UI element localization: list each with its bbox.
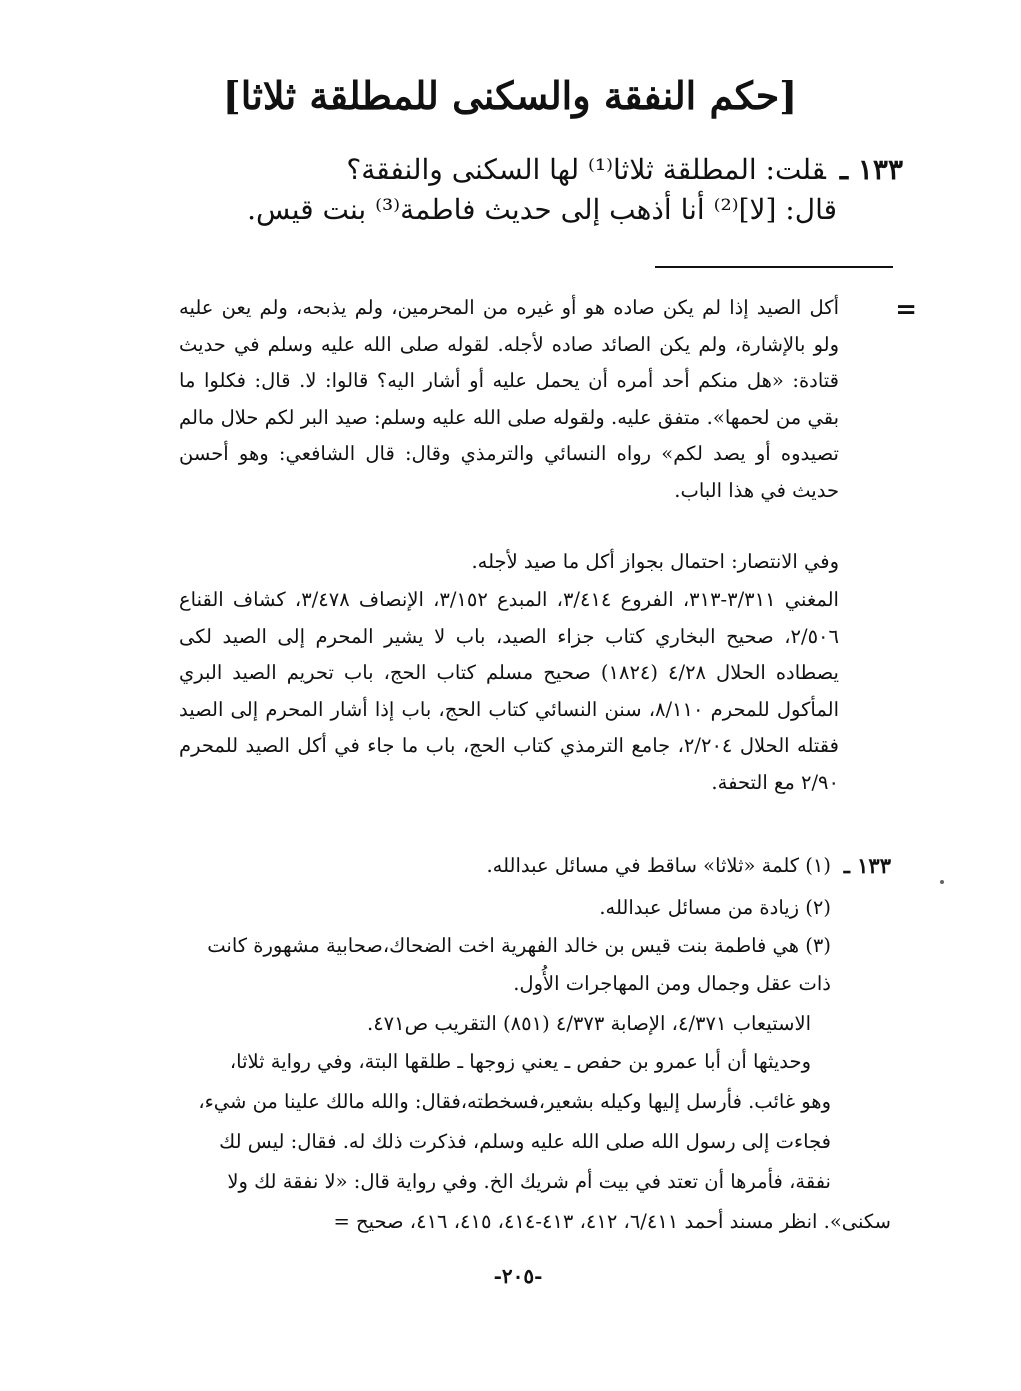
footnote-2: (٢) زيادة من مسائل عبدالله.: [599, 896, 831, 919]
hadith-line-5: سكنى». انظر مسند أحمد ٦/٤١١، ٤١٢، ٤١٣-٤١٤، ٤١٥، ٤١٦، صحيح =: [333, 1210, 891, 1233]
section-title: [حكم النفقة والسكنى للمطلقة ثلاثا]: [222, 73, 798, 118]
question-line: [123, 148, 903, 192]
continuation-mark: =: [895, 295, 917, 325]
footnotes-label: ١٣٣ ـ: [843, 853, 891, 878]
previous-note-paragraph-1: أكل الصيد إذا لم يكن صاده هو أو غيره من المحرمين، ولم يذبحه، ولم يعن عليه ولو بالإشارة، ولم يكن الصائد صاده لأجله. لقوله صلى الله عليه وسلم في حديث قتادة: «هل منكم أحد أمره أن يحمل عليه أو أشار اليه؟ قالوا: لا. قال: فكلوا ما بقي من لحمها». متفق عليه. ولقوله صلى الله عليه وسلم: صيد البر لكم حلال مالم تصيدوه أو يصد لكم» رواه النسائي والترمذي وقال: قال الشافعي: وهو أحسن حديث في هذا الباب.: [179, 296, 839, 502]
hadith-line-4: نفقة، فأمرها أن تعتد في بيت أم شريك الخ. وفي رواية قال: «لا نفقة لك ولا: [227, 1170, 831, 1193]
hadith-line-2: وهو غائب. فأرسل إليها وكيله بشعير،فسخطته،فقال: والله مالك علينا من شيء،: [198, 1090, 831, 1113]
footnote-3-line-2: ذات عقل وجمال ومن المهاجرات الأُول.: [513, 972, 831, 995]
hadith-line-3: فجاءت إلى رسول الله صلى الله عليه وسلم، فذكرت ذلك له. فقال: ليس لك: [219, 1130, 831, 1153]
footnote-divider: [655, 266, 893, 268]
footnote-1: (١) كلمة «ثلاثا» ساقط في مسائل عبدالله.: [486, 854, 831, 877]
previous-note-paragraph-2: وفي الانتصار: احتمال بجواز أكل ما صيد لأجله.: [471, 550, 839, 573]
page-number: -٢٠٥-: [493, 1264, 543, 1288]
hadith-line-1: وحديثها أن أبا عمرو بن حفص ـ يعني زوجها ـ طلقها البتة، وفي رواية ثلاثا،: [229, 1050, 811, 1073]
scan-speck: [940, 880, 944, 884]
footnote-3-line-1: (٣) هي فاطمة بنت قيس بن خالد الفهرية اخت الضحاك،صحابية مشهورة كانت: [207, 934, 831, 957]
answer-text: قال: [لا]⁽²⁾ أنا أذهب إلى حديث فاطمة⁽³⁾ بنت قيس.: [247, 193, 837, 226]
answer-line: [57, 188, 837, 232]
previous-note-references: المغني ٣/٣١١-٣١٣، الفروع ٣/٤١٤، المبدع ٣/١٥٢، الإنصاف ٣/٤٧٨، كشاف القناع ٢/٥٠٦، صحيح البخاري كتاب جزاء الصيد، باب لا يشير المحرم إلى الصيد لكى يصطاده الحلال ٤/٢٨ (١٨٢٤) صحيح مسلم كتاب الحج، باب تحريم الصيد البري المأكول للمحرم ٨/١١٠، سنن النسائي كتاب الحج، باب إذا أشار المحرم إلى الصيد فقتله الحلال ٢/٢٠٤، جامع الترمذي كتاب الحج، باب ما جاء في أكل الصيد للمحرم ٢/٩٠ مع التحفة.: [179, 588, 839, 794]
question-text: قلت: المطلقة ثلاثا⁽¹⁾ لها السكنى والنفقة؟: [346, 153, 826, 186]
footnote-3-references: الاستيعاب ٤/٣٧١، الإصابة ٤/٣٧٣ (٨٥١) التقريب ص٤٧١.: [366, 1012, 811, 1035]
question-number: ١٣٣ ـ: [839, 153, 903, 186]
